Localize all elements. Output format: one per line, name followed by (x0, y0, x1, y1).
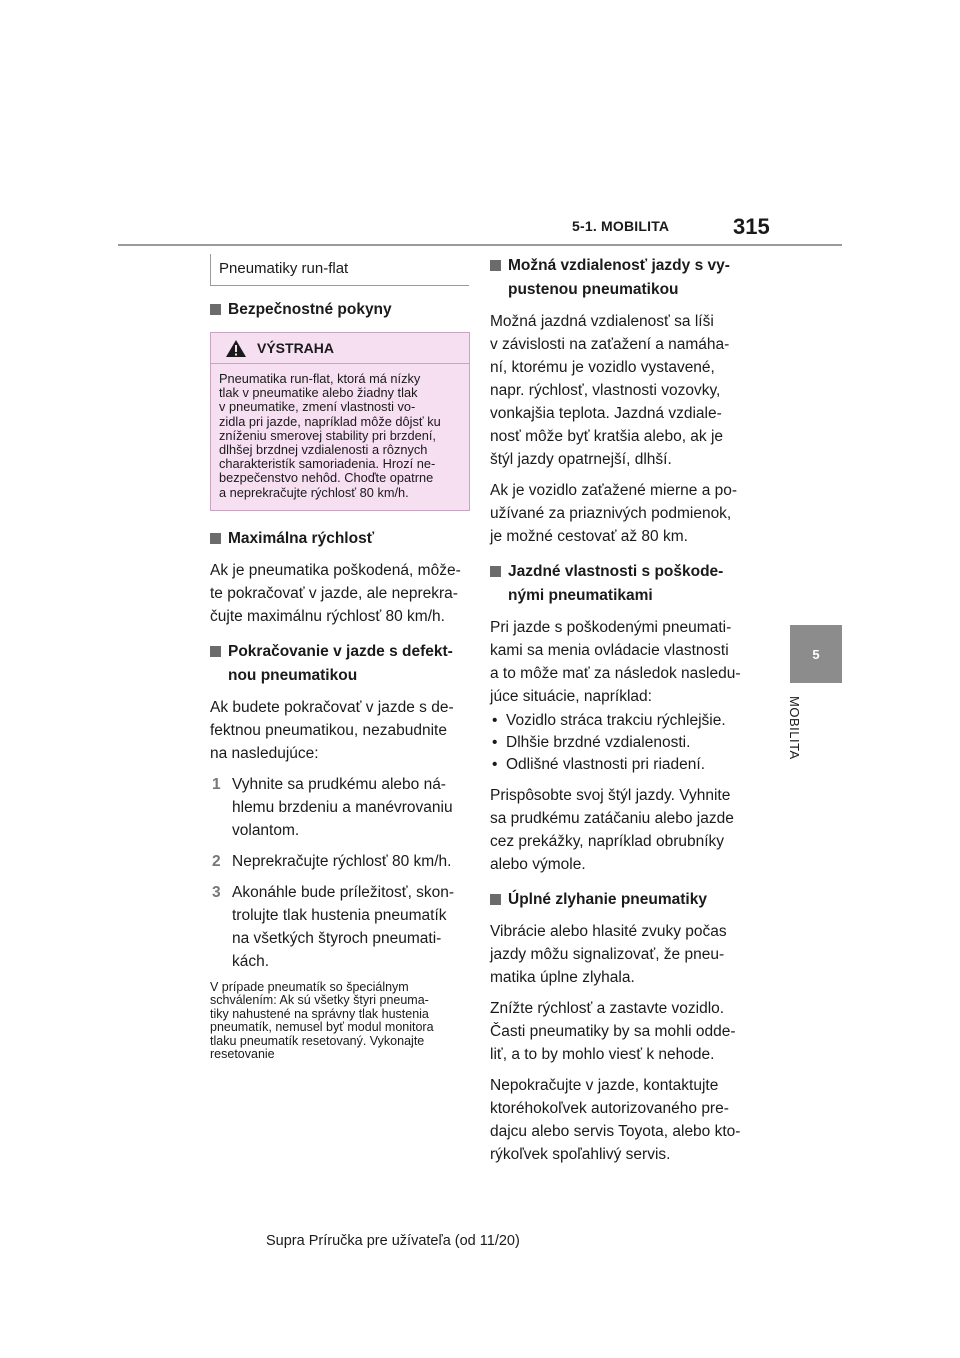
text-line: te pokračovať v jazde, ale neprekra- (210, 584, 458, 602)
text-line: pneumatík, nemusel byť modul monitora (210, 1020, 434, 1035)
paragraph-failure-2 (490, 997, 752, 1066)
text-line: volantom. (232, 821, 300, 839)
heading-range (490, 254, 752, 302)
text-line: a to môže mať za následok nasledu- (490, 665, 741, 682)
step-item (210, 773, 470, 842)
paragraph-failure-1 (490, 920, 752, 989)
paragraph-max-speed (210, 559, 470, 628)
bullet-item (490, 754, 752, 776)
text-line: fektnou pneumatikou, nezabudnite (210, 721, 447, 739)
text-line: cez prekážky, napríklad obrubníky (490, 833, 725, 850)
heading-driving-line: nými pneumatikami (508, 587, 653, 604)
step-number: 1 (212, 775, 221, 793)
heading-range-line: pustenou pneumatikou (508, 281, 679, 298)
text-line: nosť môže byť kratšia alebo, ak je (490, 428, 724, 445)
bullet-list (490, 710, 752, 776)
heading-safety-text: Bezpečnostné pokyny (228, 301, 392, 318)
heading-continue (210, 640, 470, 688)
square-bullet-icon (490, 894, 501, 905)
bullet-dot-icon: • (492, 734, 498, 751)
text-line: štýl jazdy opatrnejší, dlhší. (490, 451, 672, 468)
text-line: rýkoľvek spoľahlivý servis. (490, 1146, 671, 1163)
warning-title: VÝSTRAHA (257, 340, 335, 356)
heading-range-line: Možná vzdialenosť jazdy s vy- (508, 257, 730, 274)
bullet-item (490, 710, 752, 732)
right-column (490, 254, 752, 1174)
text-line: schválením: Ak sú všetky štyri pneuma- (210, 993, 429, 1008)
bullet-text: Vozidlo stráca trakciu rýchlejšie. (506, 712, 726, 729)
warning-line: zníženiu smerovej stability pri brzdení, (219, 427, 436, 443)
text-line: matika úplne zlyhala. (490, 969, 635, 986)
text-line: Možná jazdná vzdialenosť sa líši (490, 313, 714, 330)
chapter-label (778, 696, 808, 776)
warning-line: a neprekračujte rýchlosť 80 km/h. (219, 484, 409, 500)
text-line: kami sa menia ovládacie vlastnosti (490, 642, 729, 659)
heading-max-speed-text: Maximálna rýchlosť (228, 529, 375, 547)
warning-line: dlhšej brzdnej vzdialenosti a rôznych (219, 442, 428, 458)
paragraph-continue (210, 696, 470, 765)
text-line: dajcu alebo servis Toyota, alebo kto- (490, 1123, 741, 1140)
text-line: Nepokračujte v jazde, kontaktujte (490, 1077, 719, 1094)
chapter-tab: 5 (790, 625, 842, 683)
text-line: hlemu brzdeniu a manévrovaniu (232, 798, 453, 816)
text-line: V prípade pneumatík so špeciálnym (210, 979, 409, 994)
square-bullet-icon (490, 260, 501, 271)
text-line: Prispôsobte svoj štýl jazdy. Vyhnite (490, 787, 731, 804)
text-line: vonkajšia teplota. Jazdná vzdiale- (490, 405, 722, 422)
text-line: alebo výmole. (490, 856, 586, 873)
context-title: Pneumatiky run-flat (210, 254, 469, 286)
text-line: Časti pneumatiky by sa mohli odde- (490, 1023, 736, 1040)
heading-driving-line: Jazdné vlastnosti s poškode- (508, 563, 724, 580)
warning-line: Pneumatika run-flat, ktorá má nízky (219, 371, 421, 386)
bullet-item (490, 732, 752, 754)
text-line: na všetkých štyroch pneumati- (232, 929, 442, 947)
step-item (210, 850, 470, 873)
page-footer: Supra Príručka pre užívateľa (od 11/20) (266, 1233, 520, 1249)
warning-header (211, 333, 469, 364)
heading-driving (490, 560, 752, 608)
text-line: Ak je vozidlo zaťažené mierne a po- (490, 482, 738, 499)
heading-failure-text: Úplné zlyhanie pneumatiky (508, 891, 707, 908)
text-line: jazdy môžu signalizovať, že pneu- (490, 946, 725, 963)
text-line: trolujte tlak hustenia pneumatík (232, 906, 447, 924)
paragraph-range-2 (490, 479, 752, 548)
square-bullet-icon (210, 533, 221, 544)
heading-max-speed (210, 527, 470, 551)
text-line: na nasledujúce: (210, 744, 319, 762)
text-line: tiky nahustené na správny tlak hustenia (210, 1006, 429, 1021)
paragraph-failure-3 (490, 1074, 752, 1166)
section-title: 5-1. MOBILITA (572, 218, 670, 234)
step-number: 3 (212, 883, 221, 901)
text-line: ktoréhokoľvek autorizovaného pre- (490, 1100, 729, 1117)
steps-list (210, 773, 470, 973)
text-line: užívané za priaznivých podmienok, (490, 505, 732, 522)
text-line: napr. rýchlosť, vlastnosti vozovky, (490, 382, 721, 399)
bullet-dot-icon: • (492, 712, 498, 729)
heading-safety (210, 298, 470, 322)
text-line: kách. (232, 952, 270, 970)
square-bullet-icon (210, 646, 221, 657)
warning-line: bezpečenstvo nehôd. Choďte opatrne (219, 470, 434, 486)
paragraph-adapt (490, 784, 752, 876)
text-line: Znížte rýchlosť a zastavte vozidlo. (490, 1000, 725, 1017)
text-line: Ak budete pokračovať v jazde s de- (210, 698, 454, 716)
heading-continue-line: nou pneumatikou (228, 666, 358, 684)
text-line: tlaku pneumatík resetovaný. Vykonajte (210, 1033, 425, 1048)
left-column (210, 254, 470, 1062)
text-line: Neprekračujte rýchlosť 80 km/h. (232, 852, 452, 870)
text-line: sa prudkému zatáčaniu alebo jazde (490, 810, 734, 827)
text-line: Akonáhle bude príležitosť, skon- (232, 883, 455, 901)
bullet-text: Odlišné vlastnosti pri riadení. (506, 756, 706, 773)
note-text (210, 981, 470, 1062)
text-line: ní, ktorému je vozidlo vystavené, (490, 359, 715, 376)
square-bullet-icon (210, 304, 221, 315)
warning-line: tlak v pneumatike alebo žiadny tlak (219, 385, 418, 401)
header-divider (118, 244, 842, 246)
bullet-text: Dlhšie brzdné vzdialenosti. (506, 734, 691, 751)
step-item (210, 881, 470, 973)
warning-line: charakteristík samoriadenia. Hrozí ne- (219, 456, 436, 472)
text-line: resetovanie (210, 1047, 275, 1062)
text-line: liť, a to by mohlo viesť k nehode. (490, 1046, 715, 1063)
square-bullet-icon (490, 566, 501, 577)
paragraph-range-1 (490, 310, 752, 471)
page-number: 315 (733, 214, 770, 239)
warning-line: zidla pri jazde, napríklad môže dôjsť ku (219, 413, 441, 429)
heading-continue-line: Pokračovanie v jazde s defekt- (228, 642, 453, 660)
text-line: Vibrácie alebo hlasité zvuky počas (490, 923, 727, 940)
text-line: je možné cestovať až 80 km. (490, 528, 688, 545)
text-line: júce situácie, napríklad: (490, 688, 652, 705)
warning-text (211, 364, 469, 510)
step-number: 2 (212, 852, 221, 870)
warning-box (210, 332, 470, 511)
chapter-label-text: MOBILITA (787, 696, 802, 760)
text-line: Vyhnite sa prudkému alebo ná- (232, 775, 446, 793)
bullet-dot-icon: • (492, 756, 498, 773)
text-line: Pri jazde s poškodenými pneumati- (490, 619, 732, 636)
text-line: Ak je pneumatika poškodená, môže- (210, 561, 461, 579)
paragraph-driving (490, 616, 752, 708)
text-line: v závislosti na zaťažení a namáha- (490, 336, 730, 353)
warning-line: v pneumatike, zmení vlastnosti vo- (219, 399, 416, 415)
warning-triangle-icon (225, 339, 247, 358)
text-line: čujte maximálnu rýchlosť 80 km/h. (210, 607, 445, 625)
heading-failure (490, 888, 752, 912)
